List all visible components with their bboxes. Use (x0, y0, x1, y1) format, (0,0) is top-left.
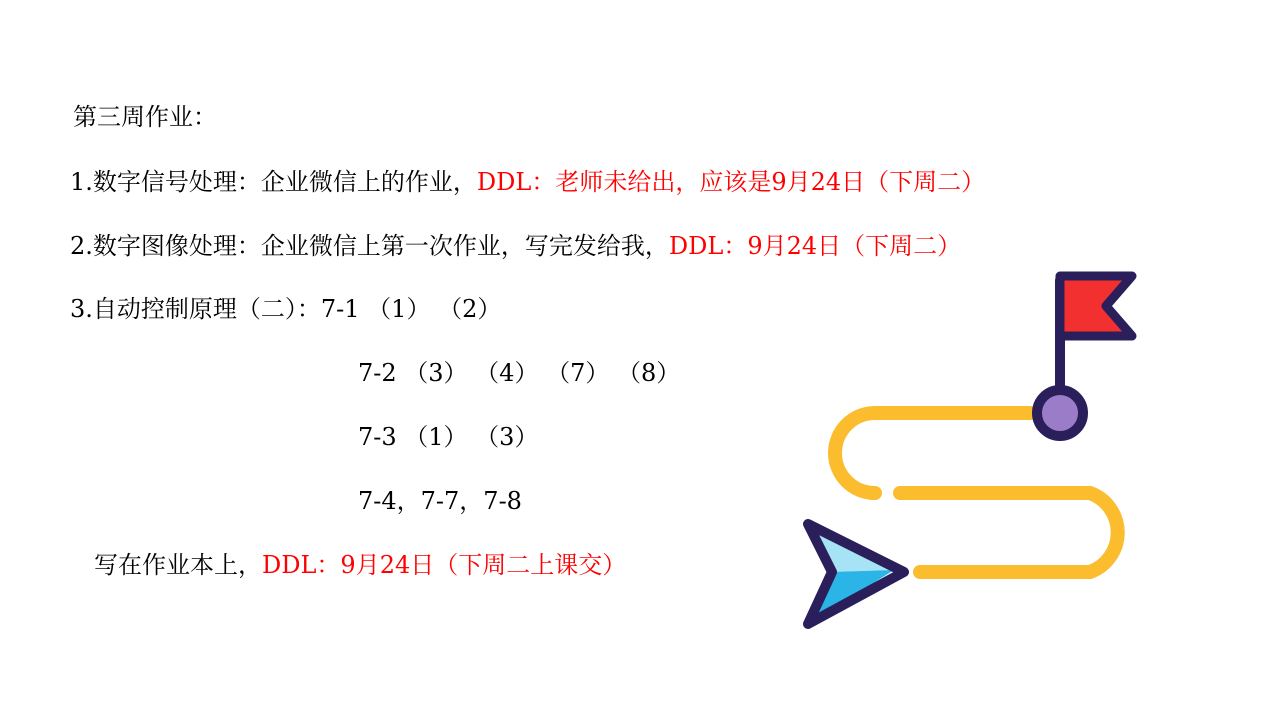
item-text: 1.数字信号处理：企业微信上的作业， (70, 168, 477, 196)
homework-title (73, 101, 217, 133)
footer-text: 写在作业本上， (94, 551, 262, 579)
sub-item-text: 7-3 （1） （3） (358, 423, 539, 451)
road-illustration (790, 262, 1150, 638)
road-path-icon (835, 413, 1118, 572)
homework-item-dsp (70, 166, 985, 198)
control-sub-item (358, 357, 680, 389)
arrow-cursor-icon (808, 524, 904, 624)
homework-item-dip (70, 230, 961, 262)
flag-icon (1037, 276, 1132, 436)
control-sub-item (358, 485, 522, 517)
homework-item-control (70, 293, 501, 325)
item-text: 3.自动控制原理（二）：7-1 （1） （2） (70, 295, 502, 323)
sub-item-text: 7-2 （3） （4） （7） （8） (358, 359, 681, 387)
homework-title-text: 第三周作业： (73, 103, 217, 131)
item-deadline: DDL：9月24日（下周二） (668, 232, 962, 260)
sub-item-text: 7-4，7-7，7-8 (358, 487, 522, 515)
item-text: 2.数字图像处理：企业微信上第一次作业，写完发给我， (70, 232, 669, 260)
item-deadline: DDL：老师未给出，应该是9月24日（下周二） (476, 168, 986, 196)
control-sub-item (358, 421, 538, 453)
homework-footer (94, 549, 626, 581)
footer-deadline: DDL：9月24日（下周二上课交） (262, 551, 627, 579)
